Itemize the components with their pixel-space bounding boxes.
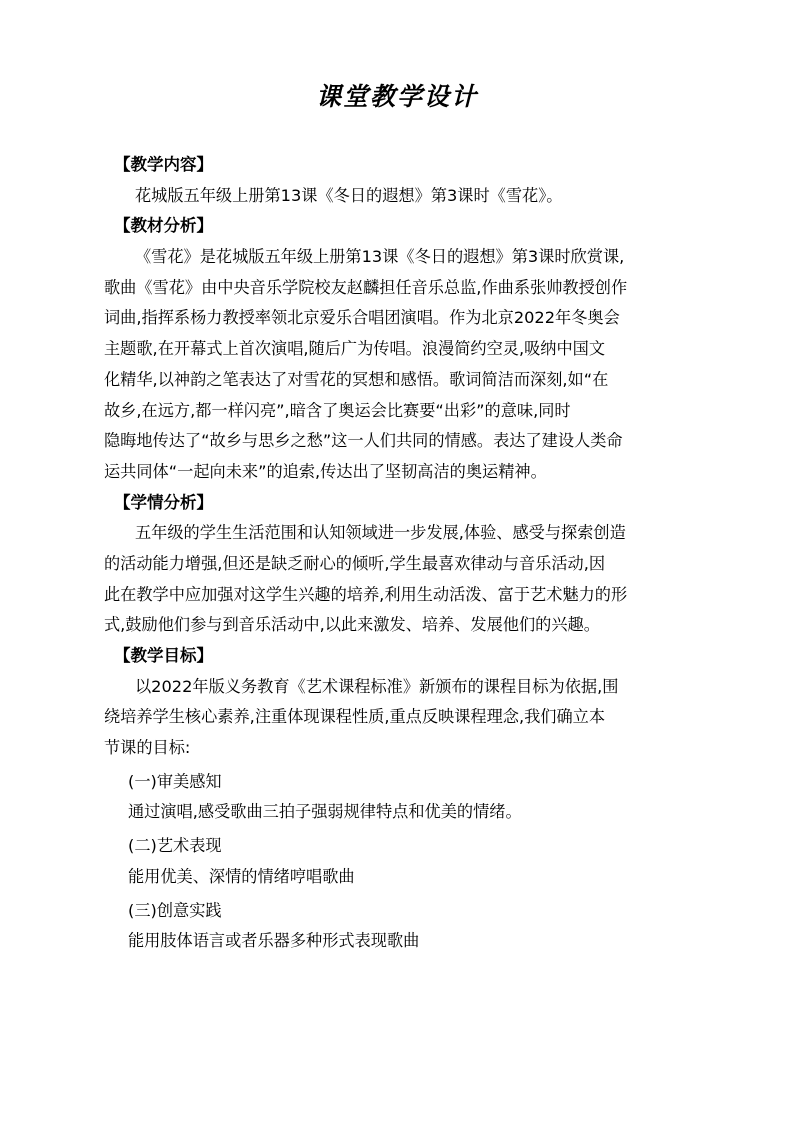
goal-label-aesthetic: (一)审美感知 <box>128 771 222 791</box>
document-body <box>104 150 704 957</box>
material-line: 主题歌,在开幕式上首次演唱,随后广为传唱。浪漫简约空灵,吸纳中国文 <box>104 339 606 359</box>
goal-text-creative: 能用肢体语言或者乐器多种形式表现歌曲 <box>128 931 420 951</box>
heading-student-analysis: 【学情分析】 <box>114 492 213 512</box>
student-line: 的活动能力增强,但还是缺乏耐心的倾听,学生最喜欢律动与音乐活动,因 <box>104 553 606 573</box>
goal-intro-line: 以2022年版义务教育《艺术课程标准》新颁布的课程目标为依据,围 <box>135 676 619 696</box>
page-title: 课堂教学设计 <box>315 82 478 111</box>
goal-text-aesthetic: 通过演唱,感受歌曲三拍子强弱规律特点和优美的情绪。 <box>128 802 522 822</box>
student-line: 式,鼓励他们参与到音乐活动中,以此来激发、培养、发展他们的兴趣。 <box>104 615 600 635</box>
student-line: 五年级的学生生活范围和认知领域进一步发展,体验、感受与探索创造 <box>135 523 626 543</box>
material-line: 隐晦地传达了“故乡与思乡之愁”这一人们共同的情感。表达了建设人类命 <box>104 431 623 451</box>
student-line: 此在教学中应加强对这学生兴趣的培养,利用生动活泼、富于艺术魅力的形 <box>104 584 628 604</box>
material-line: 词曲,指挥系杨力教授率领北京爱乐合唱团演唱。作为北京2022年冬奥会 <box>104 308 620 328</box>
goal-intro-line: 绕培养学生核心素养,注重体现课程性质,重点反映课程理念,我们确立本 <box>104 707 606 727</box>
material-line: 歌曲《雪花》由中央音乐学院校友赵麟担任音乐总监,作曲系张帅教授创作 <box>104 277 628 297</box>
teaching-content-text: 花城版五年级上册第13课《冬日的遐想》第3课时《雪花》。 <box>135 185 563 205</box>
heading-material-analysis: 【教材分析】 <box>114 216 213 236</box>
goal-text-expression: 能用优美、深情的情绪哼唱歌曲 <box>128 866 355 886</box>
material-line: 运共同体“一起向未来”的追索,传达出了坚韧高洁的奥运精神。 <box>104 461 547 481</box>
goal-intro-line: 节课的目标: <box>104 738 191 758</box>
heading-teaching-goals: 【教学目标】 <box>114 646 213 665</box>
goal-label-expression: (二)艺术表现 <box>128 836 222 856</box>
material-line: 化精华,以神韵之笔表达了对雪花的冥想和感悟。歌词简洁而深刻,如“在 <box>104 369 609 389</box>
goal-label-creative: (三)创意实践 <box>128 900 222 920</box>
heading-teaching-content: 【教学内容】 <box>114 155 213 174</box>
material-line: 《雪花》是花城版五年级上册第13课《冬日的遐想》第3课时欣赏课, <box>135 247 625 267</box>
material-line: 故乡,在远方,都一样闪亮”,暗含了奥运会比赛要“出彩”的意味,同时 <box>104 400 571 420</box>
